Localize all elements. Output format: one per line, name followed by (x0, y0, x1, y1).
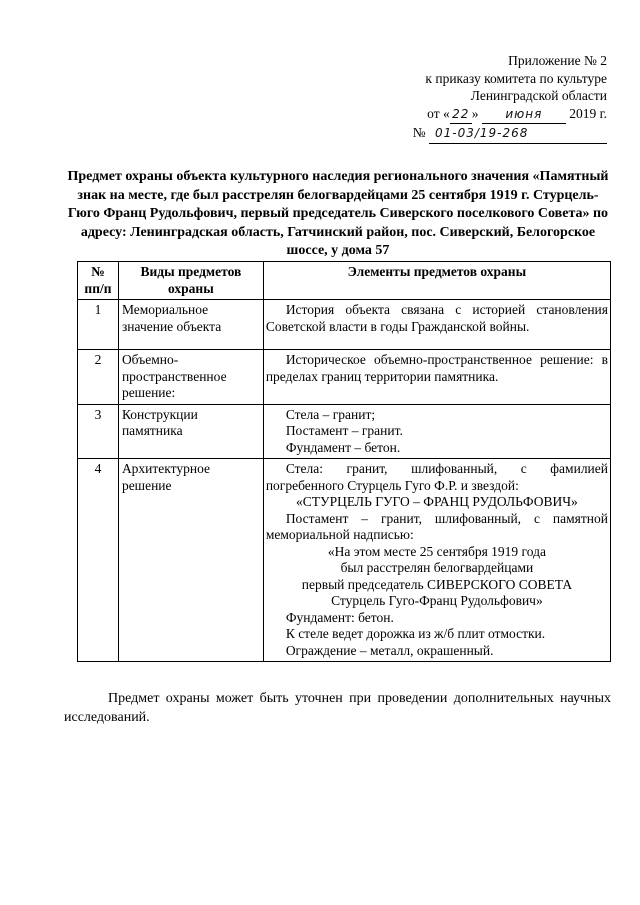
row-number: 3 (78, 404, 119, 459)
table-header-row (78, 262, 611, 300)
appendix-number: Приложение № 2 (508, 53, 607, 68)
header-number: № пп/п (78, 262, 119, 300)
header-type: Виды предметов охраны (118, 262, 263, 300)
table-row (78, 404, 611, 459)
row-elements: История объекта связана с историей становления Советской власти в годы Гражданской войны. (263, 300, 610, 350)
row-type: Объемно-пространственное решение: (118, 350, 263, 405)
table-row (78, 459, 611, 662)
protection-subjects-table (77, 261, 611, 662)
footer-note: Предмет охраны может быть уточнен при проведении дополнительных научных исследований. (64, 691, 611, 725)
row-number: 1 (78, 300, 119, 350)
appendix-date: от « 22 » июня 2019 г. (377, 105, 607, 125)
appendix-order-ref: к приказу комитета по культуре (425, 70, 607, 86)
appendix-header (377, 52, 607, 144)
row-type: Архитектурное решение (118, 459, 263, 662)
date-day: 22 (450, 106, 472, 125)
row-type: Мемориальное значение объекта (118, 300, 263, 350)
row-number: 2 (78, 350, 119, 405)
order-number-value: 01-03/19-268 (429, 125, 607, 144)
appendix-region: Ленинградской области (470, 88, 607, 103)
row-elements: Стела – гранит; Постамент – гранит. Фундамент – бетон. (263, 404, 610, 459)
row-number: 4 (78, 459, 119, 662)
date-month: июня (482, 106, 566, 125)
row-elements: Стела: гранит, шлифованный, с фамилией погребенного Стурцель Гуго Ф.Р. и звездой: «СТУРЦЕЛЬ ГУГО – ФРАНЦ РУДОЛЬФОВИЧ» Постамент – гранит, шлифованный, с памятной мемориальной надписью: «На этом месте 25 сентября 1919 года был расстрелян белогвардейцами первый председатель СИВЕРСКОГО СОВЕТА Стурцель Гуго-Франц Рудольфович» Фундамент: бетон. К стеле ведет дорожка из ж/б плит отмостки. Ограждение – металл, окрашенный. (263, 459, 610, 662)
date-year: 2019 г. (569, 105, 607, 121)
appendix-order-number: № 01-03/19-268 (377, 124, 607, 144)
header-elements: Элементы предметов охраны (263, 262, 610, 300)
row-type: Конструкции памятника (118, 404, 263, 459)
table-row (78, 350, 611, 405)
table-row (78, 300, 611, 350)
document-title: Предмет охраны объекта культурного наследия регионального значения «Памятный знак на месте, где был расстрелян белогвардейцами 25 сентября 1919 г. Стурцель-Гюго Франц Рудольфович, первый председатель Сиверского поселкового Совета» по адресу: Ленинградская область, Гатчинский район, пос. Сиверский, Белогорское шоссе, у дома 57 (67, 169, 609, 258)
row-elements: Историческое объемно-пространственное решение: в пределах границ территории памятника. (263, 350, 610, 405)
